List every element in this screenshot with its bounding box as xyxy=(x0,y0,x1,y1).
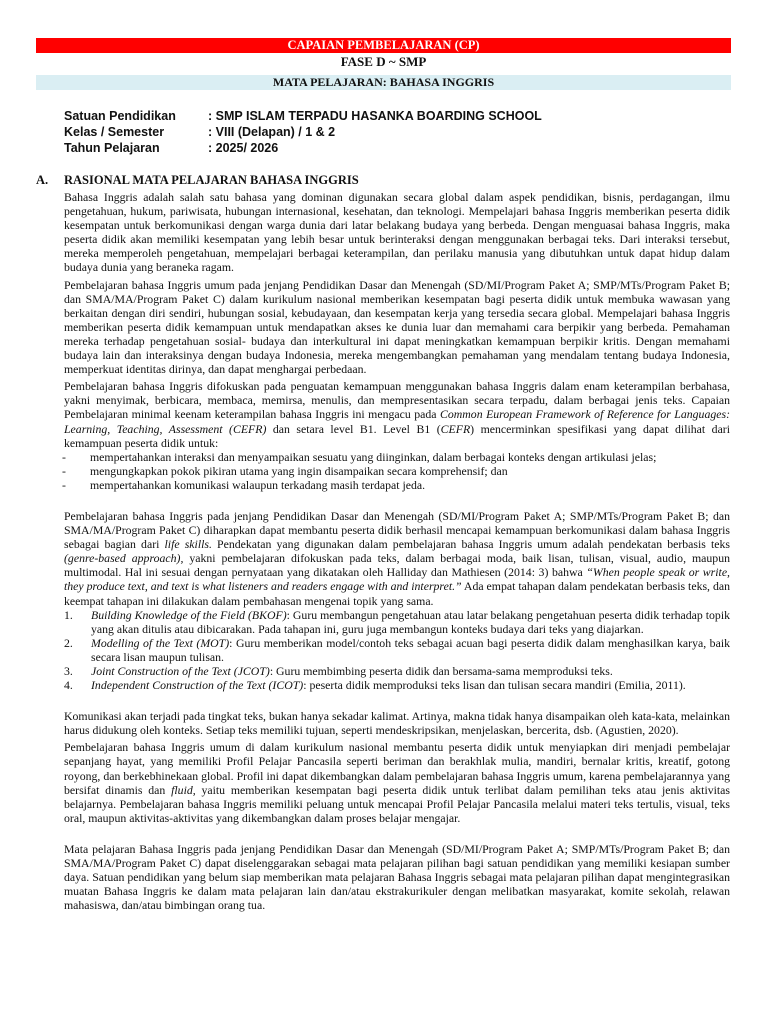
subject-banner: MATA PELAJARAN: BAHASA INGGRIS xyxy=(36,75,731,90)
stage-term: Modelling of the Text (MOT) xyxy=(91,635,230,650)
list-item xyxy=(64,664,730,678)
list-item-text: mempertahankan komunikasi walaupun terkadang masih terdapat jeda. xyxy=(90,477,426,492)
text-run: ) mencerminkan spesifikasi yang dapat dilihat dari kemampuan peserta didik untuk: xyxy=(64,421,731,450)
bullet-dash: - xyxy=(62,477,66,492)
quote: “When people speak or write, they produce text, and text is what listeners and readers engage with and interpret.” xyxy=(64,565,731,594)
info-value: : 2025/ 2026 xyxy=(208,141,279,155)
stage-term: Joint Construction of the Text (JCOT) xyxy=(91,664,270,678)
text-run: Pembelajaran bahasa Inggris pada jenjang Pendidikan Dasar dan Menengah (SD/MI/Program Paket A; SMP/MTs/Program Paket B; dan SMA/MA/Program Paket C) diharapkan dapat membantu peserta didik berhasil mencapai kemampuan berkomunikasi dalam bahasa Inggris sebagai bagian dari xyxy=(64,508,730,552)
list-number: 1. xyxy=(64,607,73,622)
info-row-class xyxy=(64,124,335,140)
document-body xyxy=(64,190,730,915)
list-item xyxy=(64,450,730,464)
text-run-italic: life skills. xyxy=(164,537,212,552)
text-run-italic: (genre-based approach), xyxy=(64,551,184,566)
phase-title: FASE D ~ SMP xyxy=(340,54,427,69)
paragraph-5: Komunikasi akan terjadi pada tingkat teks, bukan hanya sekadar kalimat. Artinya, makna tidak hanya disampaikan oleh kata-kata, melainkan harus didukung oleh konteks. Setiap teks memiliki tujuan, seperti mendeskripsikan, menjelaskan, bercerita, dsb. (Agustien, 2020). xyxy=(64,709,730,738)
text-run-italic: Common European Framework of Reference for Languages: Learning, Teaching, Assessment (CEFR) xyxy=(64,407,731,436)
paragraph-6 xyxy=(64,740,730,825)
info-key: Kelas / Semester xyxy=(64,125,165,139)
text-run: Ada empat tahapan dalam pendekatan berbasis teks, dan keempat tahapan ini dilakukan dalam pembahasan mengenai topik yang sama. xyxy=(64,579,730,608)
text-run: Pembelajaran bahasa Inggris umum di dalam kurikulum nasional membantu peserta didik untuk menyiapkan diri menjadi pembelajar sepanjang hayat, yang memiliki Profil Pelajar Pancasila seperti beriman dan berakhlak mulia, mandiri, bernalar kritis, kreatif, gotong royong, dan berkebhinekaan global. Profil ini dapat dikembangkan dalam pembelajaran bahasa Inggris umum, karena pembelajarannya yang bersifat dinamis dan xyxy=(64,740,730,797)
text-run: Pendekatan yang digunakan dalam pembelajaran bahasa Inggris umum adalah pendekatan berbasis teks xyxy=(211,537,730,552)
text-run-italic: fluid, xyxy=(171,782,196,797)
info-key: Tahun Pelajaran xyxy=(64,141,160,155)
list-item xyxy=(64,464,730,478)
list-number: 4. xyxy=(64,678,73,693)
text-run: yakni pembelajaran difokuskan pada teks, dalam berbagai moda, baik lisan, tulisan, visual, audio, maupun multimodal. Hal ini sesuai dengan pernyataan yang dikatakan oleh Halliday dan Mathiesen (2014: 3) bahwa xyxy=(64,551,730,580)
info-value: : VIII (Delapan) / 1 & 2 xyxy=(208,125,336,139)
cp-title-banner: CAPAIAN PEMBELAJARAN (CP) xyxy=(36,38,731,53)
text-run-italic: CEFR xyxy=(440,421,471,436)
text-run: Pembelajaran bahasa Inggris difokuskan pada penguatan kemampuan menggunakan bahasa Inggris dalam enam keterampilan berbahasa, yakni menyimak, berbicara, membaca, memirsa, menulis, dan mempresentasikan secara terpadu, dalam berbagai jenis teks. Capaian Pembelajaran minimal keenam keterampilan bahasa Inggris ini mengacu pada xyxy=(64,379,730,422)
stage-term: Building Knowledge of the Field (BKOF) xyxy=(91,607,287,622)
list-item xyxy=(64,678,730,692)
list-item xyxy=(64,636,730,664)
list-item-text: mengungkapkan pokok pikiran utama yang ingin disampaikan secara komprehensif; dan xyxy=(90,463,508,478)
stage-text: : peserta didik memproduksi teks lisan dan tulisan secara mandiri (Emilia, 2011). xyxy=(303,678,686,693)
paragraph-3 xyxy=(64,379,730,449)
paragraph-7: Mata pelajaran Bahasa Inggris pada jenjang Pendidikan Dasar dan Menengah (SD/MI/Program Paket A; SMP/MTs/Program Paket B; dan SMA/MA/Program Paket C) dapat diselenggarakan sebagai mata pelajaran pilihan bagi satuan pendidikan yang memiliki kesiapan sumber daya. Satuan pendidikan yang belum siap memberikan mata pelajaran Bahasa Inggris sebagai mata pelajaran pilihan dapat mengintegrasikan muatan Bahasa Inggris ke dalam mata pelajaran lain dan/atau ekstrakurikuler dengan melibatkan masyarakat, komite sekolah, relawan mahasiswa, dan/atau bimbingan orang tua. xyxy=(64,841,730,913)
text-run: yaitu memberikan kesempatan bagi peserta didik untuk terlibat dalam pemilihan teks atau jenis aktivitas belajarnya. Pembelajaran bahasa Inggris memiliki peluang untuk mencapai Profil Pelajar Pancasila melalui materi teks tertulis, visual, teks oral, maupun aktivitas-aktivitas yang dikembangkan dalam proses belajar mengajar. xyxy=(64,782,731,825)
list-number: 2. xyxy=(64,635,73,650)
list-item xyxy=(64,608,730,636)
section-heading xyxy=(36,173,359,188)
list-number: 3. xyxy=(64,664,73,678)
info-row-year xyxy=(64,140,278,156)
info-value: : SMP ISLAM TERPADU HASANKA BOARDING SCHOOL xyxy=(208,109,542,123)
paragraph-1: Bahasa Inggris adalah salah satu bahasa yang dominan digunakan secara global dalam aspek pendidikan, bisnis, perdagangan, ilmu pengetahuan, hukum, pariwisata, hubungan internasional, kesehatan, dan teknologi. Mempelajari bahasa Inggris memberikan peserta didik kesempatan untuk berkomunikasi dengan warga dunia dari latar belakang budaya yang berbeda. Dengan menguasai bahasa Inggris, maka peserta didik akan memiliki kesempatan yang lebih besar untuk berinteraksi dengan menggunakan berbagai teks. Dari interaksi tersebut, mereka memperoleh pengetahuan, mempelajari berbagai keterampilan, dan perilaku manusia yang dibutuhkan untuk dapat hidup dalam budaya dunia yang beraneka ragam. xyxy=(64,190,730,275)
list-item xyxy=(64,478,730,492)
stage-term: Independent Construction of the Text (ICOT) xyxy=(91,678,304,693)
info-key: Satuan Pendidikan xyxy=(64,109,176,123)
info-row-school xyxy=(64,108,542,124)
section-title: RASIONAL MATA PELAJARAN BAHASA INGGRIS xyxy=(64,173,359,187)
stage-text: : Guru membimbing peserta didik dan bersama-sama memproduksi teks. xyxy=(269,664,613,678)
stages-list xyxy=(64,608,730,693)
bullet-list xyxy=(64,450,730,492)
stage-text: : Guru memberikan model/contoh teks sebagai acuan bagi peserta didik dalam menghasilkan karya, baik secara lisan maupun tulisan. xyxy=(91,635,730,664)
bullet-dash: - xyxy=(62,463,66,478)
text-run: dan setara level B1. Level B1 ( xyxy=(266,421,441,436)
section-number: A. xyxy=(36,173,49,187)
stage-text: : Guru membangun pengetahuan atau latar belakang pengetahuan peserta didik terhadap topik yang akan ditulis atau dibicarakan. Pada tahapan ini, guru juga membangun konteks budaya dari teks yang diajarkan. xyxy=(91,607,731,636)
list-item-text: mempertahankan interaksi dan menyampaikan sesuatu yang diinginkan, dalam berbagai konteks dengan artikulasi jelas; xyxy=(90,449,657,464)
paragraph-2: Pembelajaran bahasa Inggris umum pada jenjang Pendidikan Dasar dan Menengah (SD/MI/Program Paket A; SMP/MTs/Program Paket B; dan SMA/MA/Program Paket C) dalam kurikulum nasional memberikan kesempatan bagi peserta didik untuk membuka wawasan yang berkaitan dengan diri sendiri, hubungan sosial, kebudayaan, dan kesempatan kerja yang tersedia secara global. Mempelajari bahasa Inggris memberikan peserta didik kemampuan untuk mendapatkan akses ke dunia luar dan memahami cara berpikir yang berbeda. Pemahaman mereka terhadap pengetahuan sosial- budaya dan interkultural ini dapat meningkatkan kemampuan berpikir kritis. Dengan memahami budaya lain dan interaksinya dengan budaya Indonesia, mereka mengembangkan pemahaman yang mendalam tentang budaya Indonesia, memperkuat identitas dirinya, dan dapat menghargai perbedaan. xyxy=(64,277,730,377)
paragraph-4 xyxy=(64,509,730,608)
bullet-dash: - xyxy=(62,449,66,464)
